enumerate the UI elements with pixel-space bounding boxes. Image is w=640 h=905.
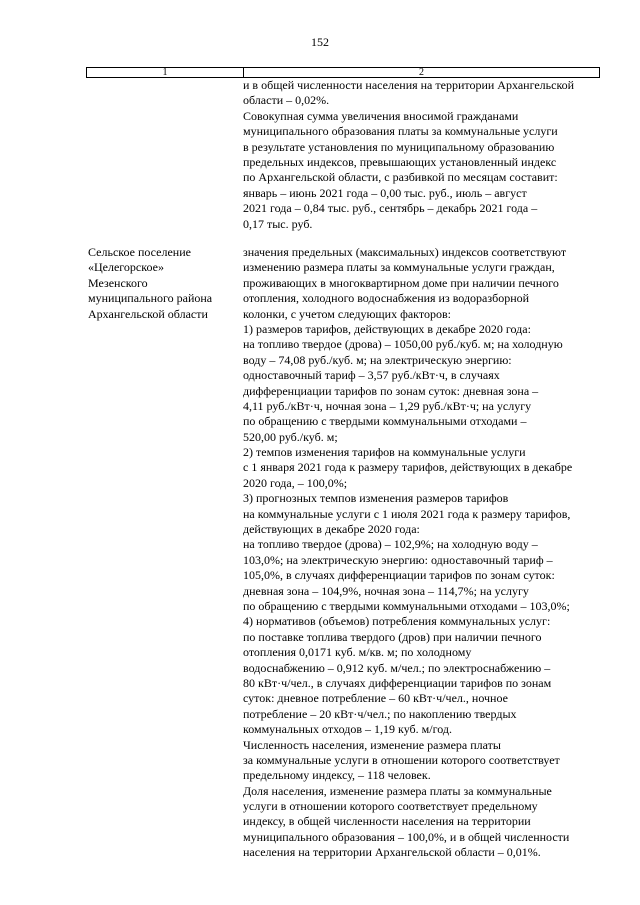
description-line: 4) нормативов (объемов) потребления коммунальных услуг: [243,614,551,629]
description-line: изменению размера платы за коммунальные услуги граждан, [243,260,555,275]
description-line: колонки, с учетом следующих факторов: [243,306,451,321]
description-line: и в общей численности населения на территории Архангельской [243,78,575,92]
subject-line: Мезенского [88,275,148,290]
description-line: Доля населения, изменение размера платы за коммунальные [243,783,552,798]
description-line: по поставке топлива твердого (дров) при наличии печного [243,629,542,644]
description-line: значения предельных (максимальных) индексов соответствуют [243,245,567,259]
description-line: по обращению с твердыми коммунальными отходами – 103,0%; [243,598,570,613]
description-line: суток: дневное потребление – 60 кВт·ч/чел., ночное [243,691,508,706]
description-line: на коммунальные услуги с 1 июля 2021 года к размеру тарифов, [243,506,571,521]
description-line: водоснабжению – 0,912 куб. м/чел.; по электроснабжению – [243,660,551,675]
description-line: в результате установления по муниципальному образованию [243,139,555,154]
description-line: населения на территории Архангельской области – 0,01%. [243,845,541,860]
description-line: 520,00 руб./куб. м; [243,429,338,444]
description-line: Совокупная сумма увеличения вносимой гражданами [243,108,519,123]
description-line: 1) размеров тарифов, действующих в декабре 2020 года: [243,321,531,336]
row-subject-cell [88,245,238,322]
description-line: за коммунальные услуги в отношении которого соответствует [243,752,560,767]
description-line: 80 кВт·ч/чел., в случаях дифференциации тарифов по зонам [243,675,552,690]
description-line: на топливо твердое (дрова) – 1050,00 руб./куб. м; на холодную [243,337,563,352]
description-line: 3) прогнозных темпов изменения размеров тарифов [243,491,509,506]
column-1-header: 1 [87,68,244,77]
description-line: одноставочный тариф – 3,57 руб./кВт·ч, в случаях [243,368,500,383]
description-line: предельных индексов, превышающих установленный индекс [243,154,557,169]
description-line: действующих в декабре 2020 года: [243,522,420,537]
description-line: по Архангельской области, с разбивкой по месяцам составит: [243,170,558,185]
description-line: муниципального образования платы за коммунальные услуги [243,124,558,139]
description-line: январь – июнь 2021 года – 0,00 тыс. руб., июль – август [243,185,527,200]
description-line: 105,0%, в случаях дифференциации тарифов по зонам суток: [243,568,555,583]
row-description-cell [243,245,601,861]
description-line: проживающих в многоквартирном доме при наличии печного [243,275,559,290]
description-line: области – 0,02%. [243,93,330,108]
description-line: 0,17 тыс. руб. [243,216,313,231]
column-2-header: 2 [419,67,424,78]
table-header [86,67,600,78]
description-line: воду – 74,08 руб./куб. м; на электрическую энергию: [243,352,512,367]
description-line: 103,0%; на электрическую энергию: одноставочный тариф – [243,552,553,567]
description-line: на топливо твердое (дрова) – 102,9%; на холодную воду – [243,537,538,552]
description-line: Численность населения, изменение размера платы [243,737,501,752]
subject-line: муниципального района [88,291,213,306]
description-line: отопления 0,0171 куб. м/кв. м; по холодному [243,645,472,660]
description-line: дифференциации тарифов по зонам суток: дневная зона – [243,383,539,398]
subject-line: «Целегорское» [88,260,164,275]
description-line: 4,11 руб./кВт·ч, ночная зона – 1,29 руб./кВт·ч; на услугу [243,398,532,413]
subject-line: Архангельской области [88,306,208,321]
description-line: предельному индексу, – 118 человек. [243,768,431,783]
description-line: по обращению с твердыми коммунальными отходами – [243,414,527,429]
description-line: 2020 года, – 100,0%; [243,475,348,490]
page-number: 152 [311,35,329,49]
description-line: 2021 года – 0,84 тыс. руб., сентябрь – декабрь 2021 года – [243,201,538,216]
row-description-cell [243,78,601,232]
description-line: услуги в отношении которого соответствует предельному [243,799,538,814]
description-line: индексу, в общей численности населения на территории [243,814,531,829]
description-line: потребление – 20 кВт·ч/чел.; по накоплению твердых [243,706,517,721]
subject-line: Сельское поселение [88,245,191,259]
description-line: дневная зона – 104,9%, ночная зона – 114,7%; на услугу [243,583,529,598]
description-line: отопления, холодного водоснабжения из водоразборной [243,291,530,306]
description-line: муниципального образования – 100,0%, и в общей численности [243,829,570,844]
description-line: 2) темпов изменения тарифов на коммунальные услуги [243,445,526,460]
description-line: с 1 января 2021 года к размеру тарифов, действующих в декабре [243,460,573,475]
description-line: коммунальных отходов – 1,19 куб. м/год. [243,722,452,737]
